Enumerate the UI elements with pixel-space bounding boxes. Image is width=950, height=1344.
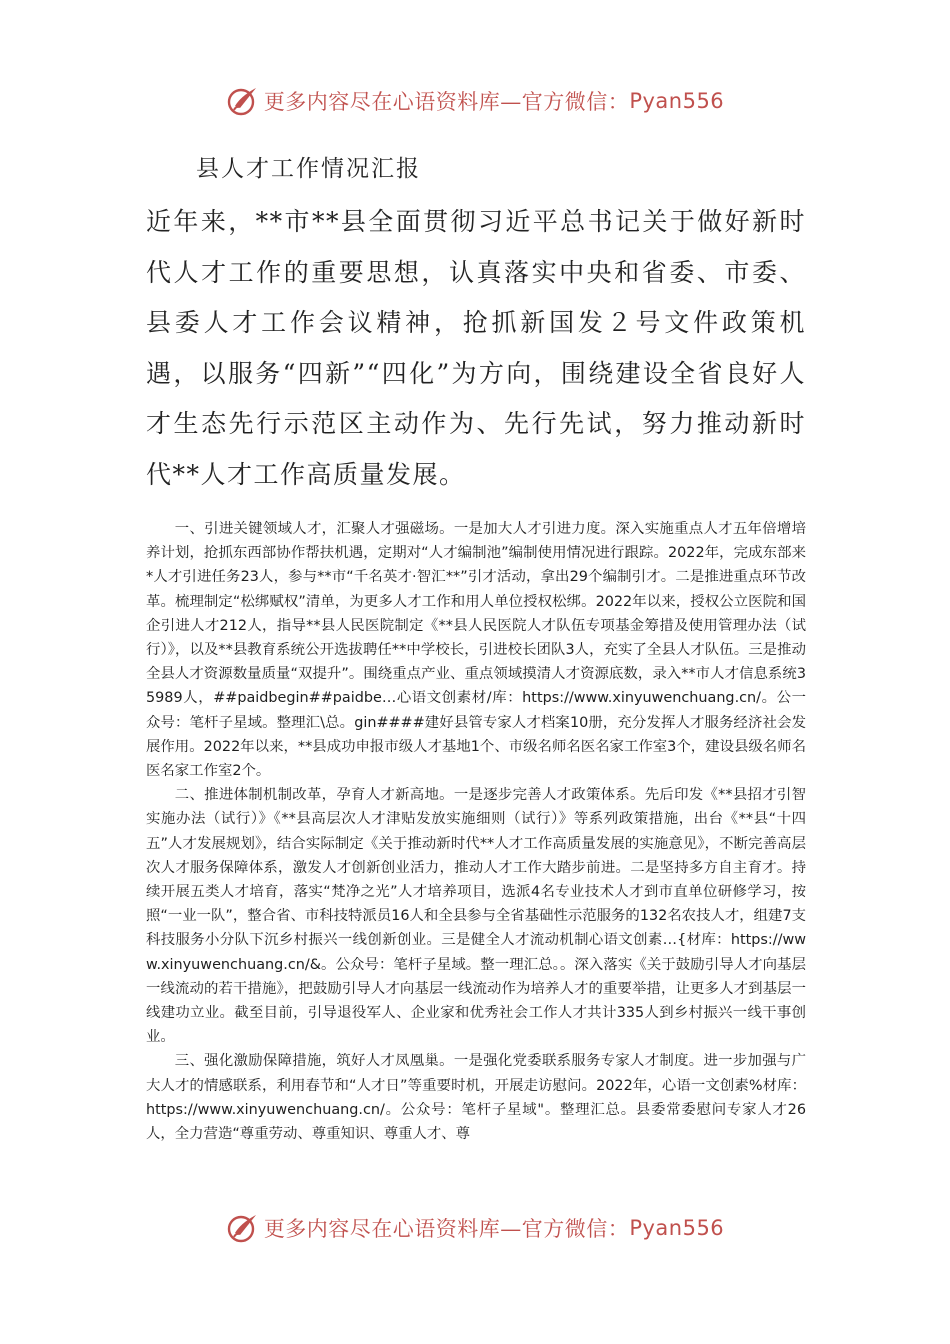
intro-paragraph: 近年来，**市**县全面贯彻习近平总书记关于做好新时代人才工作的重要思想，认真落实中央和省委、市委、县委人才工作会议精神，抢抓新国发２号文件政策机遇，以服务“四新”“四化”为方向，围绕建设全省良好人才生态先行示范区主动作为、先行先试，努力推动新时代**人才工作高质量发展。: [146, 207, 806, 489]
watermark-header: [0, 84, 950, 118]
document-body: [146, 517, 806, 1146]
watermark-footer: [0, 1211, 950, 1245]
body-paragraph-institutional-reform: 二、推进体制机制改革，孕育人才新高地。一是逐步完善人才政策体系。先后印发《**县招才引智实施办法（试行）》《**县高层次人才津贴发放实施细则（试行）》等系列政策措施，出台《**县“十四五”人才发展规划》，结合实际制定《关于推动新时代**人才工作高质量发展的实施意见》，不断完善高层次人才服务保障体系，激发人才创新创业活力，推动人才工作大踏步前进。二是坚持多方自主育才。持续开展五类人才培育，落实“梵净之光”人才培养项目，选派4名专业技术人才到市直单位研修学习，按照“一业一队”，整合省、市科技特派员16人和全县参与全省基础性示范服务的132名农技人才，组建7支科技服务小分队下沉乡村振兴一线创新创业。三是健全人才流动机制心语文创素…{材库：https://www.xinyuwenchuang.cn/&。公众号：笔杆子星域。整一理汇总。。深入落实《关于鼓励引导人才向基层一线流动的若干措施》，把鼓励引导人才向基层一线流动作为培养人才的重要举措，让更多人才到基层一线建功立业。截至目前，引导退役军人、企业家和优秀社会工作人才共计335人到乡村振兴一线干事创业。: [146, 787, 806, 1046]
brush-logo-icon: [226, 1211, 260, 1245]
watermark-wechat-id: Pyan556: [629, 1216, 725, 1240]
brush-logo-icon: [226, 84, 260, 118]
watermark-text: 更多内容尽在心语资料库—官方微信：: [263, 1217, 630, 1241]
watermark-text: 更多内容尽在心语资料库—官方微信：: [263, 90, 630, 114]
body-paragraph-talent-introduction: 一、引进关键领域人才，汇聚人才强磁场。一是加大人才引进力度。深入实施重点人才五年倍增培养计划，抢抓东西部协作帮扶机遇，定期对“人才编制池”编制使用情况进行跟踪。2022年，完成东部来*人才引进任务23人，参与**市“千名英才·智汇**”引才活动，拿出29个编制引才。二是推进重点环节改革。梳理制定“松绑赋权”清单，为更多人才工作和用人单位授权松绑。2022年以来，授权公立医院和国企引进人才212人，指导**县人民医院制定《**县人民医院人才队伍专项基金筹措及使用管理办法（试行）》，以及**县教育系统公开选拔聘任**中学校长，引进校长团队3人，充实了全县人才队伍。三是推动全县人才资源数量质量“双提升”。围绕重点产业、重点领域摸清人才资源底数，录入**市人才信息系统35989人，##paidbegin##paidbe…心语文创素材/库：https://www.xinyuwenchuang.cn/。公一众号：笔杆子星域。整理汇\总。gin####建好县管专家人才档案10册，充分发挥人才服务经济社会发展作用。2022年以来，**县成功申报市级人才基地1个、市级名师名医名家工作室3个，建设县级名师名医名家工作室2个。: [146, 521, 806, 780]
body-paragraph-incentive-measures: 三、强化激励保障措施，筑好人才凤凰巢。一是强化党委联系服务专家人才制度。进一步加强与广大人才的情感联系，利用春节和“人才日”等重要时机，开展走访慰问。2022年，心语一文创素%材库：https://www.xinyuwenchuang.cn/。公众号：笔杆子星域"。整理汇总。县委常委慰问专家人才26人，全力营造“尊重劳动、尊重知识、尊重人才、尊: [146, 1053, 806, 1143]
watermark-wechat-id: Pyan556: [629, 89, 725, 113]
document-title: 县人才工作情况汇报: [196, 156, 421, 182]
